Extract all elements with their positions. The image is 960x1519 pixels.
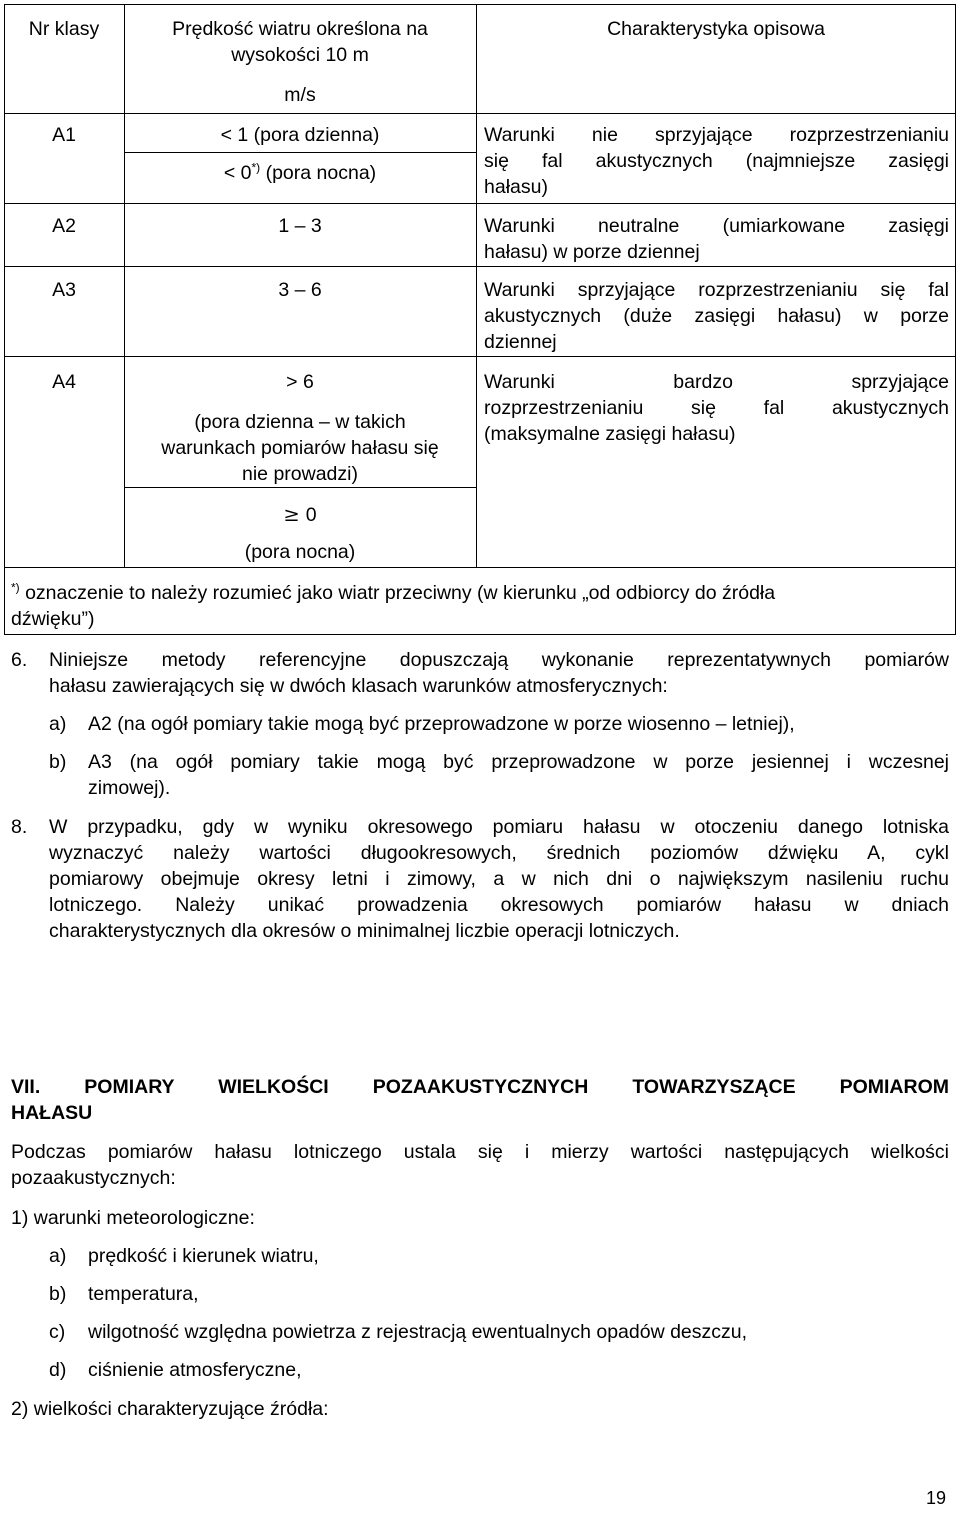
row-a2-desc-line2: hałasu) w porze dziennej bbox=[484, 241, 700, 263]
table-rule-a4-split bbox=[124, 487, 476, 488]
table-rule-a3 bbox=[4, 356, 956, 357]
table-rule-a4 bbox=[4, 567, 956, 568]
section-7-heading-line2: HAŁASU bbox=[11, 1102, 93, 1124]
item-6-number: 6. bbox=[11, 649, 28, 671]
list-1-item-c-mark: c) bbox=[49, 1321, 66, 1343]
row-a1-desc-line3: hałasu) bbox=[484, 176, 548, 198]
row-a3-desc-line2: akustycznych (duże zasięgi hałasu) w porze bbox=[484, 305, 949, 327]
list-1-item-a-mark: a) bbox=[49, 1245, 67, 1267]
header-description: Charakterystyka opisowa bbox=[607, 18, 825, 40]
item-6-line2: hałasu zawierających się w dwóch klasach warunków atmosferycznych: bbox=[49, 675, 668, 697]
row-a1-class: A1 bbox=[52, 124, 76, 146]
list-1-item-b-text: temperatura, bbox=[88, 1283, 199, 1305]
row-a3-desc-line3: dziennej bbox=[484, 331, 557, 353]
item-8-line2: wyznaczyć należy wartości długookresowych, średnich poziomów dźwięku A, cykl bbox=[49, 842, 949, 864]
table-footnote-line2: dźwięku”) bbox=[11, 608, 95, 630]
row-a4-speed-night: ≥ 0 bbox=[283, 503, 317, 526]
list-1-item-c-text: wilgotność względna powietrza z rejestracją ewentualnych opadów deszczu, bbox=[88, 1321, 748, 1343]
table-footnote-line1: *) oznaczenie to należy rozumieć jako wiatr przeciwny (w kierunku „od odbiorcy do źródła bbox=[11, 580, 776, 604]
header-wind-speed-unit: m/s bbox=[284, 84, 316, 106]
list-1-item-d-mark: d) bbox=[49, 1359, 67, 1381]
row-a4-desc-line1: Warunki bardzo sprzyjające bbox=[484, 371, 949, 393]
row-a2-class: A2 bbox=[52, 215, 76, 237]
list-1-item-b-mark: b) bbox=[49, 1283, 67, 1305]
item-8-line4: lotniczego. Należy unikać prowadzenia okresowych pomiarów hałasu w dniach bbox=[49, 894, 949, 916]
item-6-a-mark: a) bbox=[49, 713, 67, 735]
table-col-sep-2 bbox=[476, 4, 477, 568]
list-1-item-a-text: prędkość i kierunek wiatru, bbox=[88, 1245, 319, 1267]
row-a1-desc-line1: Warunki nie sprzyjające rozprzestrzenianiu bbox=[484, 124, 949, 146]
table-border-left bbox=[4, 4, 5, 635]
header-wind-speed-line1: Prędkość wiatru określona na bbox=[172, 18, 428, 40]
row-a3-class: A3 bbox=[52, 279, 76, 301]
table-border-bottom bbox=[4, 634, 956, 635]
list-1-title: 1) warunki meteorologiczne: bbox=[11, 1207, 255, 1229]
row-a4-speed-note-line3: nie prowadzi) bbox=[242, 463, 358, 485]
table-rule-a1 bbox=[4, 203, 956, 204]
table-border-right bbox=[955, 4, 956, 635]
header-class-number: Nr klasy bbox=[28, 18, 100, 40]
item-6-b-mark: b) bbox=[49, 751, 67, 773]
item-6-a-text: A2 (na ogół pomiary takie mogą być przeprowadzone w porze wiosenno – letniej), bbox=[88, 713, 795, 735]
item-6-b-line2: zimowej). bbox=[88, 777, 171, 799]
header-wind-speed-line2: wysokości 10 m bbox=[231, 44, 369, 66]
item-8-line3: pomiarowy obejmuje okresy letni i zimowy, a w nich dni o największym nasileniu ruchu bbox=[49, 868, 949, 890]
row-a3-desc-line1: Warunki sprzyjające rozprzestrzenianiu się fal bbox=[484, 279, 949, 301]
item-8-line1: W przypadku, gdy w wyniku okresowego pomiaru hałasu w otoczeniu danego lotniska bbox=[49, 816, 949, 838]
page-number: 19 bbox=[926, 1488, 947, 1508]
item-6-line1: Niniejsze metody referencyjne dopuszczają wykonanie reprezentatywnych pomiarów bbox=[49, 649, 949, 671]
list-2-title: 2) wielkości charakteryzujące źródła: bbox=[11, 1398, 329, 1420]
item-8-number: 8. bbox=[11, 816, 28, 838]
table-border-top bbox=[4, 4, 956, 5]
row-a4-speed-note-line2: warunkach pomiarów hałasu się bbox=[161, 437, 439, 459]
row-a1-desc-line2: się fal akustycznych (najmniejsze zasięgi bbox=[484, 150, 949, 172]
item-6-b-line1: A3 (na ogół pomiary takie mogą być przeprowadzone w porze jesiennej i wczesnej bbox=[88, 751, 949, 773]
row-a4-speed-day: > 6 bbox=[286, 371, 314, 393]
list-1-item-d-text: ciśnienie atmosferyczne, bbox=[88, 1359, 302, 1381]
row-a4-speed-night-label: (pora nocna) bbox=[244, 541, 356, 563]
table-rule-a2 bbox=[4, 266, 956, 267]
row-a2-desc-line1: Warunki neutralne (umiarkowane zasięgi bbox=[484, 215, 949, 237]
row-a4-desc-line3: (maksymalne zasięgi hałasu) bbox=[484, 423, 736, 445]
row-a1-speed-night: < 0*) (pora nocna) bbox=[223, 160, 377, 184]
table-rule-header bbox=[4, 113, 956, 114]
row-a1-speed-day: < 1 (pora dzienna) bbox=[220, 124, 380, 146]
item-8-line5: charakterystycznych dla okresów o minimalnej liczbie operacji lotniczych. bbox=[49, 920, 680, 942]
row-a4-desc-line2: rozprzestrzenianiu się fal akustycznych bbox=[484, 397, 949, 419]
section-7-intro-line2: pozaakustycznych: bbox=[11, 1167, 176, 1189]
row-a3-speed: 3 – 6 bbox=[278, 279, 322, 301]
greater-or-equal-symbol: ≥ bbox=[283, 503, 300, 526]
row-a2-speed: 1 – 3 bbox=[278, 215, 322, 237]
table-rule-a1-split bbox=[124, 152, 476, 153]
row-a4-speed-note-line1: (pora dzienna – w takich bbox=[194, 411, 406, 433]
section-7-intro-line1: Podczas pomiarów hałasu lotniczego ustala się i mierzy wartości następujących wielkości bbox=[11, 1141, 949, 1163]
row-a4-class: A4 bbox=[52, 371, 76, 393]
section-7-heading-line1: VII. POMIARY WIELKOŚCI POZAAKUSTYCZNYCH TOWARZYSZĄCE POMIAROM bbox=[11, 1076, 949, 1098]
